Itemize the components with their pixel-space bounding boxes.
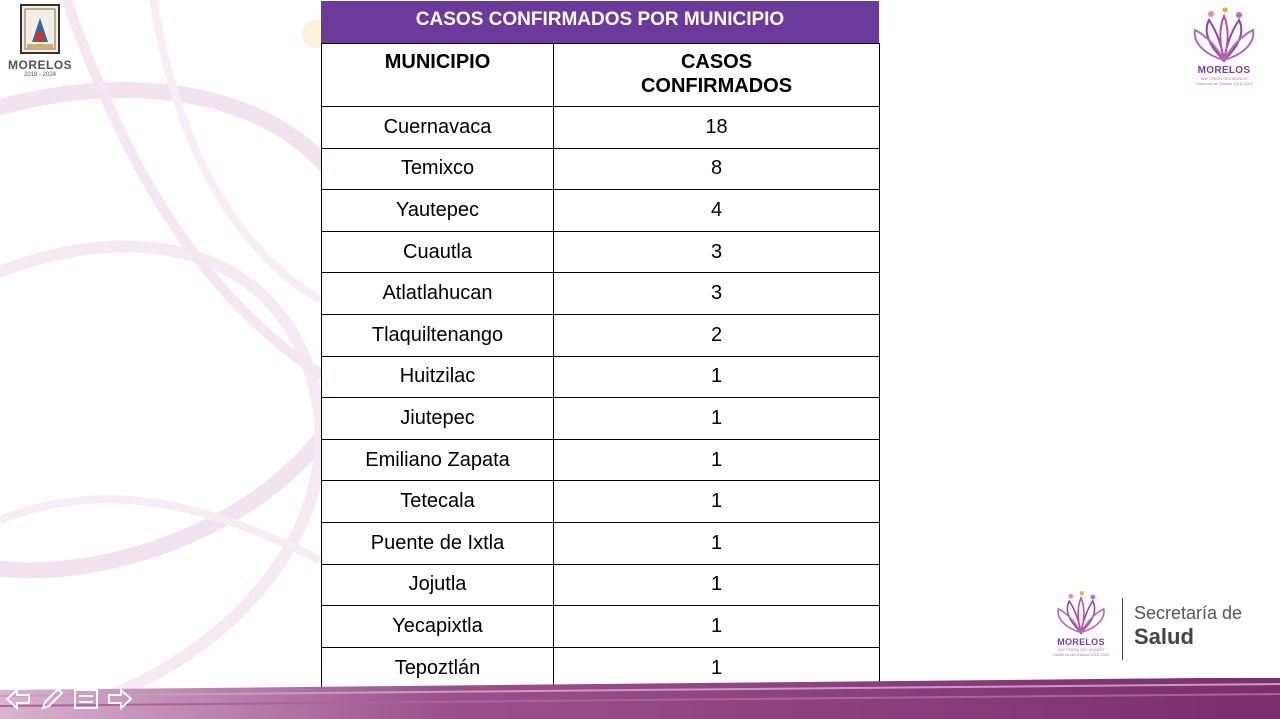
logo-top-subtitle: ANFITRIÓN DEL MUNDO [1200, 76, 1248, 81]
state-seal-logo [8, 4, 72, 78]
table-row [322, 107, 880, 149]
secretaria-label: Secretaría de [1134, 603, 1243, 623]
logo-divider [1122, 598, 1123, 660]
cases-cell: 1 [554, 398, 880, 440]
menu-icon [73, 688, 99, 710]
municipio-cell: Huitzilac [322, 356, 554, 398]
pen-tool-button[interactable] [38, 685, 66, 713]
municipio-cell: Emiliano Zapata [322, 439, 554, 481]
table-row [322, 606, 880, 648]
cases-cell: 1 [554, 356, 880, 398]
table-header-row [322, 44, 880, 107]
municipio-cell: Jojutla [322, 564, 554, 606]
logo-top-name: MORELOS [1197, 65, 1251, 76]
municipio-cell: Temixco [322, 148, 554, 190]
flower-icon [1189, 6, 1259, 62]
cases-cell: 3 [554, 273, 880, 315]
table-row [322, 148, 880, 190]
municipio-cell: Atlatlahucan [322, 273, 554, 315]
municipio-cell: Cuautla [322, 231, 554, 273]
cases-cell: 1 [554, 522, 880, 564]
cases-cell: 18 [554, 107, 880, 149]
table-row [322, 231, 880, 273]
table-row [322, 398, 880, 440]
municipio-cell: Yecapixtla [322, 606, 554, 648]
logo-bottom-caption: Gobierno del Estado 2018-2024 [1052, 652, 1110, 657]
morelos-logo-bottom [1048, 590, 1114, 657]
logo-top-caption: Gobierno del Estado 2018-2024 [1195, 81, 1253, 86]
table-row [322, 522, 880, 564]
cases-cell: 3 [554, 231, 880, 273]
column-header-casos: CASOS CONFIRMADOS [554, 44, 880, 107]
table-title: CASOS CONFIRMADOS POR MUNICIPIO [321, 1, 879, 43]
cases-cell: 1 [554, 647, 880, 689]
cases-cell: 1 [554, 439, 880, 481]
cases-cell: 8 [554, 148, 880, 190]
slide-menu-button[interactable] [72, 685, 100, 713]
municipio-cell: Cuernavaca [322, 107, 554, 149]
cases-cell: 1 [554, 481, 880, 523]
flower-icon [1053, 590, 1109, 634]
table-row [322, 190, 880, 232]
column-header-municipio: MUNICIPIO [322, 44, 554, 107]
table-row [322, 273, 880, 315]
cases-cell: 2 [554, 314, 880, 356]
slide-nav-controls [4, 684, 134, 714]
secretaria-salud-logo [1048, 590, 1258, 664]
arrow-right-icon [107, 688, 133, 710]
logo-bottom-name: MORELOS [1057, 637, 1105, 647]
logo-bottom-subtitle: ANFITRIÓN DEL MUNDO [1057, 647, 1105, 652]
cases-cell: 4 [554, 190, 880, 232]
municipio-cell: Tetecala [322, 481, 554, 523]
salud-label: Salud [1134, 624, 1194, 649]
table-row [322, 564, 880, 606]
cases-cell: 1 [554, 606, 880, 648]
morelos-logo-top [1186, 6, 1262, 86]
previous-slide-button[interactable] [4, 685, 32, 713]
table-row [322, 481, 880, 523]
cases-table [321, 43, 880, 689]
cases-cell: 1 [554, 564, 880, 606]
municipio-cell: Yautepec [322, 190, 554, 232]
pen-icon [39, 686, 65, 712]
municipio-cell: Tlaquiltenango [322, 314, 554, 356]
municipio-cell: Tepoztlán [322, 647, 554, 689]
seal-years: 2018 - 2024 [23, 72, 57, 78]
cases-table-panel [321, 1, 879, 689]
table-row [322, 314, 880, 356]
municipio-cell: Jiutepec [322, 398, 554, 440]
seal-label: MORELOS [8, 58, 73, 72]
municipio-cell: Puente de Ixtla [322, 522, 554, 564]
arrow-left-icon [5, 688, 31, 710]
seal-icon [20, 4, 60, 54]
table-row [322, 356, 880, 398]
bottom-decorative-band [0, 676, 1280, 719]
table-row [322, 439, 880, 481]
next-slide-button[interactable] [106, 685, 134, 713]
